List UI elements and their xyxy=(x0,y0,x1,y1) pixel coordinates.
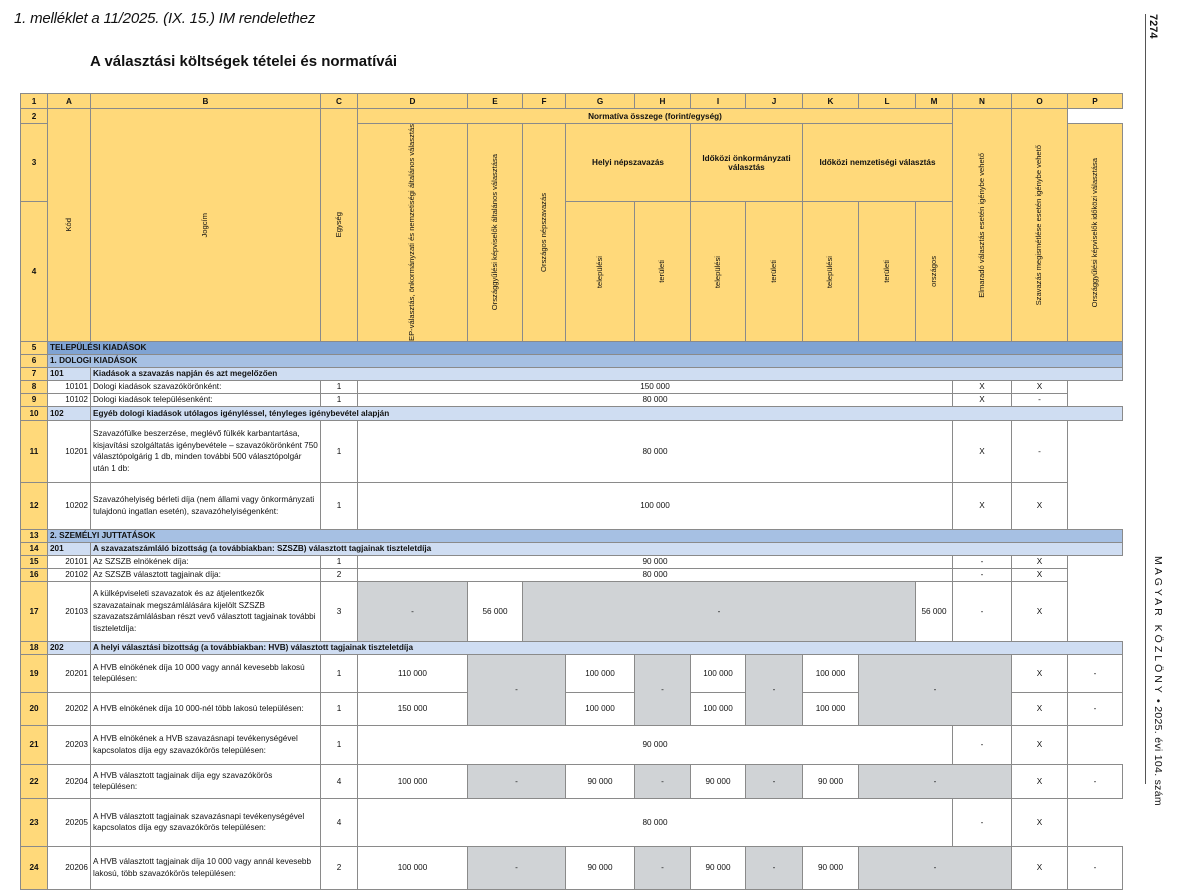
row-number: 14 xyxy=(21,542,48,555)
header-n-label: Országgyűlési képviselők időközi választása xyxy=(1089,157,1099,308)
item-o: - xyxy=(953,581,1012,641)
header-idokozi-nemzetisegi: Időközi nemzetiségi választás xyxy=(803,124,953,202)
header-n xyxy=(1068,124,1123,342)
item-k: 90 000 xyxy=(803,846,859,889)
header-j xyxy=(746,202,803,342)
item-unit: 1 xyxy=(321,482,358,529)
item-p: - xyxy=(1068,846,1123,889)
table-row xyxy=(21,568,1123,581)
item-unit: 4 xyxy=(321,798,358,846)
column-letter: O xyxy=(1012,94,1068,109)
row-number: 7 xyxy=(21,367,48,380)
item-d: 150 000 xyxy=(358,692,468,725)
section-title: 1. DOLOGI KIADÁSOK xyxy=(48,354,1123,367)
row-number: 18 xyxy=(21,641,48,654)
item-g: 90 000 xyxy=(566,846,635,889)
item-p: - xyxy=(1068,692,1123,725)
column-letter: K xyxy=(803,94,859,109)
column-letter: B xyxy=(91,94,321,109)
header-h xyxy=(635,202,691,342)
item-value: 80 000 xyxy=(358,568,953,581)
item-p: X xyxy=(1012,581,1068,641)
item-value: 150 000 xyxy=(358,380,953,393)
item-unit: 4 xyxy=(321,764,358,798)
header-kod xyxy=(48,109,91,342)
item-p: X xyxy=(1012,555,1068,568)
subsection-row xyxy=(21,406,1123,420)
column-letter: G xyxy=(566,94,635,109)
subsection-row xyxy=(21,367,1123,380)
row-number: 17 xyxy=(21,581,48,641)
item-unit: 1 xyxy=(321,692,358,725)
item-label: A HVB választott tagjainak díja 10 000 vagy annál kevesebb lakosú, több szavazókörös településen: xyxy=(91,846,321,889)
item-d: 100 000 xyxy=(358,846,468,889)
item-label: Az SZSZB választott tagjainak díja: xyxy=(91,568,321,581)
item-code: 10202 xyxy=(48,482,91,529)
journal-footer xyxy=(1152,556,1164,806)
column-letter: E xyxy=(468,94,523,109)
item-label: Dologi kiadások szavazókörönként: xyxy=(91,380,321,393)
section-title: TELEPÜLÉSI KIADÁSOK xyxy=(48,341,1123,354)
header-e-label: Országgyűlési képviselők általános választása xyxy=(489,154,499,311)
subsection-code: 102 xyxy=(48,406,91,420)
header-o-label: Elmaradó választás esetén igénybe vehető xyxy=(976,152,986,298)
row-number: 21 xyxy=(21,725,48,764)
column-letter: C xyxy=(321,94,358,109)
item-n: 56 000 xyxy=(916,581,953,641)
item-code: 20103 xyxy=(48,581,91,641)
item-unit: 1 xyxy=(321,420,358,482)
item-unit: 2 xyxy=(321,568,358,581)
item-d: 110 000 xyxy=(358,654,468,692)
item-l-n: - xyxy=(859,654,1012,725)
header-m-label: országos xyxy=(928,256,938,287)
table-row xyxy=(21,555,1123,568)
item-k: 90 000 xyxy=(803,764,859,798)
item-code: 20201 xyxy=(48,654,91,692)
row-number: 6 xyxy=(21,354,48,367)
item-o: X xyxy=(953,482,1012,529)
item-f-m: - xyxy=(523,581,916,641)
row-number: 13 xyxy=(21,529,48,542)
item-value: 80 000 xyxy=(358,420,953,482)
item-e: 56 000 xyxy=(468,581,523,641)
column-letter: I xyxy=(691,94,746,109)
table-row xyxy=(21,380,1123,393)
header-m xyxy=(916,202,953,342)
column-letter: L xyxy=(859,94,916,109)
column-letter: M xyxy=(916,94,953,109)
item-j: - xyxy=(746,846,803,889)
item-o: X xyxy=(1012,654,1068,692)
item-unit: 1 xyxy=(321,654,358,692)
item-code: 10102 xyxy=(48,393,91,406)
column-letter: F xyxy=(523,94,566,109)
item-p: - xyxy=(1068,764,1123,798)
item-o: X xyxy=(953,420,1012,482)
item-label: Az SZSZB elnökének díja: xyxy=(91,555,321,568)
header-kod-label: Kód xyxy=(63,218,73,232)
column-letter: N xyxy=(953,94,1012,109)
row-number: 1 xyxy=(21,94,48,109)
item-p: X xyxy=(1012,568,1068,581)
table-row xyxy=(21,654,1123,692)
item-i: 90 000 xyxy=(691,846,746,889)
header-o xyxy=(953,109,1012,342)
row-number: 12 xyxy=(21,482,48,529)
header-g xyxy=(566,202,635,342)
table-row xyxy=(21,581,1123,641)
subsection-code: 101 xyxy=(48,367,91,380)
table-row xyxy=(21,846,1123,889)
header-f-label: Országos népszavazás xyxy=(538,193,548,272)
section-title: 2. SZEMÉLYI JUTTATÁSOK xyxy=(48,529,1123,542)
header-idokozi-onkormanyzati: Időközi önkormányzati választás xyxy=(691,124,803,202)
header-d xyxy=(358,124,468,342)
journal-issue: 2025. évi 104. szám xyxy=(1152,706,1164,806)
item-unit: 1 xyxy=(321,555,358,568)
item-p: X xyxy=(1012,482,1068,529)
column-letter: A xyxy=(48,94,91,109)
header-d-label: EP-választás, önkormányzati és nemzetiségi általános választás xyxy=(407,124,417,341)
item-l-n: - xyxy=(859,846,1012,889)
header-f xyxy=(523,124,566,342)
section-row xyxy=(21,341,1123,354)
row-number: 8 xyxy=(21,380,48,393)
header-i-label: települési xyxy=(712,255,722,288)
item-d: - xyxy=(358,581,468,641)
row-number: 20 xyxy=(21,692,48,725)
row-number: 3 xyxy=(21,124,48,202)
item-code: 20101 xyxy=(48,555,91,568)
item-i: 100 000 xyxy=(691,654,746,692)
item-label: A HVB elnökének a HVB szavazásnapi tevékenységével kapcsolatos díja egy szavazókörös településen: xyxy=(91,725,321,764)
subsection-title: Egyéb dologi kiadások utólagos igényléssel, tényleges igénybevétel alapján xyxy=(91,406,1123,420)
item-o: - xyxy=(953,725,1012,764)
subsection-title: A szavazatszámláló bizottság (a továbbiakban: SZSZB) választott tagjainak tiszteletdíja xyxy=(91,542,1123,555)
item-code: 10201 xyxy=(48,420,91,482)
header-g-label: települési xyxy=(594,255,604,288)
item-o: - xyxy=(953,555,1012,568)
item-d: 100 000 xyxy=(358,764,468,798)
table-row xyxy=(21,764,1123,798)
item-unit: 1 xyxy=(321,380,358,393)
subsection-title: A helyi választási bizottság (a továbbiakban: HVB) választott tagjainak tiszteletdíja xyxy=(91,641,1123,654)
section-row xyxy=(21,529,1123,542)
row-number: 4 xyxy=(21,202,48,342)
item-label: Szavazófülke beszerzése, meglévő fülkék karbantartása, kisjavítási szolgáltatás igénybevétele – szavazókörönként 750 választópolgárig 1 db, minden további 500 választópolgár után 1 db: xyxy=(91,420,321,482)
header-egyseg xyxy=(321,109,358,342)
item-code: 20202 xyxy=(48,692,91,725)
item-j: - xyxy=(746,654,803,725)
header-egyseg-label: Egység xyxy=(333,212,343,238)
item-label: A külképviseleti szavazatok és az átjelentkezők szavazatainak megszámlálására kijelölt SZSZB szavazatszámlálásban részt vevő választott tagjainak további tiszteletdíja: xyxy=(91,581,321,641)
item-label: A HVB választott tagjainak díja egy szavazókörös településen: xyxy=(91,764,321,798)
table-row xyxy=(21,798,1123,846)
table-row xyxy=(21,482,1123,529)
item-e-f: - xyxy=(468,764,566,798)
item-e-f: - xyxy=(468,654,566,725)
item-e-f: - xyxy=(468,846,566,889)
header-p-label: Szavazás megismétlése esetén igénybe vehető xyxy=(1034,144,1044,306)
item-p: - xyxy=(1012,393,1068,406)
item-h: - xyxy=(635,764,691,798)
item-o: X xyxy=(1012,764,1068,798)
column-letter: J xyxy=(746,94,803,109)
header-jogcim-label: Jogcím xyxy=(200,212,210,238)
item-code: 10101 xyxy=(48,380,91,393)
item-k: 100 000 xyxy=(803,692,859,725)
row-number: 2 xyxy=(21,109,48,124)
item-label: A HVB elnökének díja 10 000 vagy annál kevesebb lakosú településen: xyxy=(91,654,321,692)
column-letter: P xyxy=(1068,94,1123,109)
item-label: A HVB elnökének díja 10 000-nél több lakosú településen: xyxy=(91,692,321,725)
section-row xyxy=(21,354,1123,367)
subsection-row xyxy=(21,542,1123,555)
row-number: 15 xyxy=(21,555,48,568)
header-e xyxy=(468,124,523,342)
header-k xyxy=(803,202,859,342)
column-letter: H xyxy=(635,94,691,109)
row-number: 10 xyxy=(21,406,48,420)
header-l xyxy=(859,202,916,342)
item-o: - xyxy=(953,798,1012,846)
item-i: 90 000 xyxy=(691,764,746,798)
row-number: 22 xyxy=(21,764,48,798)
item-j: - xyxy=(746,764,803,798)
table-row-column-letters xyxy=(21,94,1123,109)
item-value: 80 000 xyxy=(358,393,953,406)
row-number: 23 xyxy=(21,798,48,846)
header-normativa-group: Normatíva összege (forint/egység) xyxy=(358,109,953,124)
header-helyi-nepszavazas: Helyi népszavazás xyxy=(566,124,691,202)
item-h: - xyxy=(635,654,691,725)
header-i xyxy=(691,202,746,342)
item-o: X xyxy=(953,393,1012,406)
header-l-label: területi xyxy=(881,260,891,283)
item-p: - xyxy=(1068,654,1123,692)
document-title: A választási költségek tételei és normatívái xyxy=(90,53,398,70)
item-o: X xyxy=(953,380,1012,393)
item-p: X xyxy=(1012,798,1068,846)
item-code: 20204 xyxy=(48,764,91,798)
table-row xyxy=(21,725,1123,764)
header-j-label: területi xyxy=(768,260,778,283)
item-p: X xyxy=(1012,380,1068,393)
margin-divider xyxy=(1145,14,1146,784)
item-g: 100 000 xyxy=(566,654,635,692)
item-code: 20203 xyxy=(48,725,91,764)
document-header: 1. melléklet a 11/2025. (IX. 15.) IM rendelethez xyxy=(14,10,316,27)
item-o: X xyxy=(1012,846,1068,889)
subsection-title: Kiadások a szavazás napján és azt megelőzően xyxy=(91,367,1123,380)
item-unit: 1 xyxy=(321,725,358,764)
row-number: 5 xyxy=(21,341,48,354)
item-value: 90 000 xyxy=(358,725,953,764)
row-number: 24 xyxy=(21,846,48,889)
header-p xyxy=(1012,109,1068,342)
item-o: - xyxy=(953,568,1012,581)
row-number: 16 xyxy=(21,568,48,581)
table-row-header-2 xyxy=(21,109,1123,124)
item-unit: 3 xyxy=(321,581,358,641)
item-l-n: - xyxy=(859,764,1012,798)
table-row xyxy=(21,420,1123,482)
header-k-label: települési xyxy=(825,255,835,288)
item-value: 90 000 xyxy=(358,555,953,568)
row-number: 9 xyxy=(21,393,48,406)
item-unit: 1 xyxy=(321,393,358,406)
item-g: 100 000 xyxy=(566,692,635,725)
item-i: 100 000 xyxy=(691,692,746,725)
item-k: 100 000 xyxy=(803,654,859,692)
item-code: 20206 xyxy=(48,846,91,889)
page-number: 7274 xyxy=(1147,14,1159,39)
normative-table xyxy=(20,93,1123,890)
journal-separator: • xyxy=(1152,699,1164,704)
table-row xyxy=(21,393,1123,406)
item-unit: 2 xyxy=(321,846,358,889)
item-label: Dologi kiadások településenként: xyxy=(91,393,321,406)
item-label: Szavazóhelyiség bérleti díja (nem állami vagy önkormányzati tulajdonú ingatlan esetén), szavazóhelyiségenként: xyxy=(91,482,321,529)
item-h: - xyxy=(635,846,691,889)
item-value: 100 000 xyxy=(358,482,953,529)
subsection-code: 202 xyxy=(48,641,91,654)
subsection-row xyxy=(21,641,1123,654)
row-number: 19 xyxy=(21,654,48,692)
item-code: 20205 xyxy=(48,798,91,846)
item-code: 20102 xyxy=(48,568,91,581)
journal-name: MAGYAR KÖZLÖNY xyxy=(1152,556,1164,696)
subsection-code: 201 xyxy=(48,542,91,555)
item-p: X xyxy=(1012,725,1068,764)
row-number: 11 xyxy=(21,420,48,482)
item-p: - xyxy=(1012,420,1068,482)
item-g: 90 000 xyxy=(566,764,635,798)
item-value: 80 000 xyxy=(358,798,953,846)
header-h-label: területi xyxy=(657,260,667,283)
item-o: X xyxy=(1012,692,1068,725)
item-label: A HVB választott tagjainak szavazásnapi tevékenységével kapcsolatos díja egy szavazókörös településen: xyxy=(91,798,321,846)
header-jogcim xyxy=(91,109,321,342)
column-letter: D xyxy=(358,94,468,109)
